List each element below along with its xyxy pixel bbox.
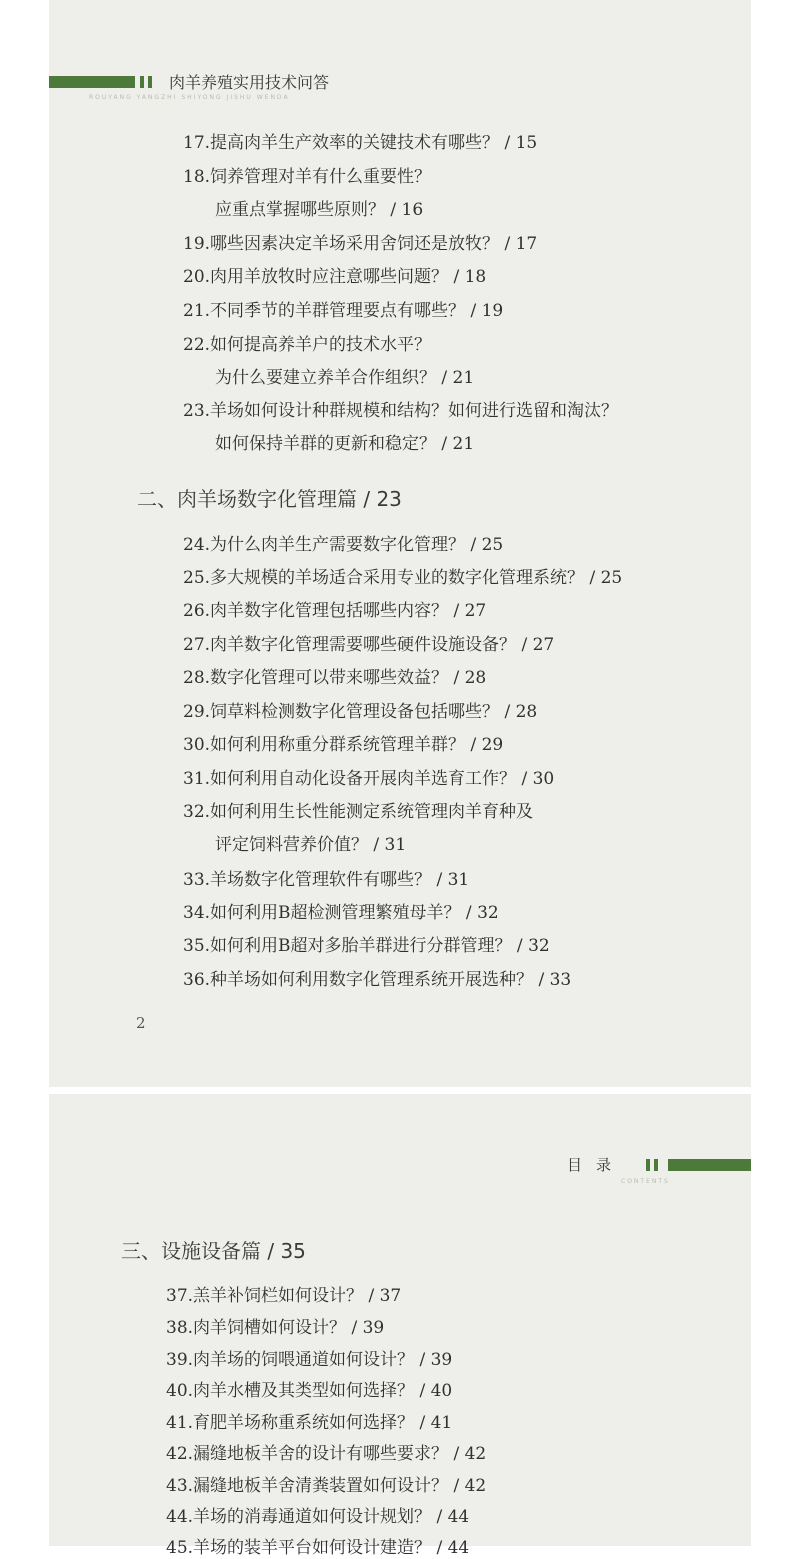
toc-entry[interactable]: 45.羊场的装羊平台如何设计建造？ / 44	[166, 1538, 470, 1558]
toc-entry[interactable]: 32.如何利用生长性能测定系统管理肉羊育种及 评定饲料营养价值？ / 31	[183, 802, 534, 855]
toc-entry[interactable]: 38.肉羊饲槽如何设计？ / 39	[166, 1318, 385, 1338]
toc-entry[interactable]: 19.哪些因素决定羊场采用舍饲还是放牧？ / 17	[183, 234, 538, 254]
toc-entry[interactable]: 41.育肥羊场称重系统如何选择？ / 41	[166, 1413, 453, 1433]
header-tick	[140, 76, 144, 88]
running-header-subtitle: CONTENTS	[621, 1178, 670, 1185]
toc-entry[interactable]: 39.肉羊场的饲喂通道如何设计？ / 39	[166, 1350, 453, 1370]
toc-entry[interactable]: 33.羊场数字化管理软件有哪些？ / 31	[183, 870, 470, 890]
toc-entry[interactable]: 20.肉用羊放牧时应注意哪些问题？ / 18	[183, 267, 487, 287]
section-heading[interactable]: 三、设施设备篇 / 35	[121, 1239, 306, 1263]
toc-entry[interactable]: 18.饲养管理对羊有什么重要性？ 应重点掌握哪些原则？ / 16	[183, 167, 432, 220]
book-page-right	[49, 1094, 751, 1558]
running-header-title: 肉羊养殖实用技术问答	[169, 73, 330, 92]
toc-entry[interactable]: 35.如何利用B超对多胎羊群进行分群管理？ / 32	[183, 936, 550, 956]
toc-entry[interactable]: 31.如何利用自动化设备开展肉羊选育工作？ / 30	[183, 769, 555, 789]
header-tick	[654, 1159, 658, 1171]
toc-entry[interactable]: 29.饲草料检测数字化管理设备包括哪些？ / 28	[183, 702, 538, 722]
toc-entry[interactable]: 34.如何利用B超检测管理繁殖母羊？ / 32	[183, 903, 499, 923]
header-bar	[668, 1159, 751, 1171]
toc-entry[interactable]: 23.羊场如何设计种群规模和结构？如何进行选留和淘汰？ 如何保持羊群的更新和稳定？ / 21	[183, 401, 619, 454]
toc-entry[interactable]: 36.种羊场如何利用数字化管理系统开展选种？ / 33	[183, 970, 572, 990]
running-header-subtitle: ROUYANG YANGZHI SHIYONG JISHU WENDA	[89, 94, 290, 101]
toc-entry[interactable]: 25.多大规模的羊场适合采用专业的数字化管理系统？ / 25	[183, 568, 623, 588]
header-bar	[49, 76, 135, 88]
toc-entry[interactable]: 28.数字化管理可以带来哪些效益？ / 28	[183, 668, 487, 688]
toc-entry[interactable]: 37.羔羊补饲栏如何设计？ / 37	[166, 1286, 402, 1306]
page-number: 2	[136, 1014, 146, 1032]
toc-entry[interactable]: 22.如何提高养羊户的技术水平？ 为什么要建立养羊合作组织？ / 21	[183, 335, 475, 388]
toc-entry[interactable]: 30.如何利用称重分群系统管理羊群？ / 29	[183, 735, 504, 755]
header-tick	[646, 1159, 650, 1171]
running-header-title: 目录	[567, 1156, 626, 1174]
toc-entry[interactable]: 42.漏缝地板羊舍的设计有哪些要求？ / 42	[166, 1444, 487, 1464]
book-page-left	[49, 0, 751, 1087]
header-tick	[148, 76, 152, 88]
toc-entry[interactable]: 43.漏缝地板羊舍清粪装置如何设计？ / 42	[166, 1476, 487, 1496]
toc-entry[interactable]: 24.为什么肉羊生产需要数字化管理？ / 25	[183, 535, 504, 555]
toc-entry[interactable]: 44.羊场的消毒通道如何设计规划？ / 44	[166, 1507, 470, 1527]
toc-entry[interactable]: 26.肉羊数字化管理包括哪些内容？ / 27	[183, 601, 487, 621]
toc-entry[interactable]: 27.肉羊数字化管理需要哪些硬件设施设备？ / 27	[183, 635, 555, 655]
toc-entry[interactable]: 21.不同季节的羊群管理要点有哪些？ / 19	[183, 301, 504, 321]
toc-entry[interactable]: 17.提高肉羊生产效率的关键技术有哪些？ / 15	[183, 133, 538, 153]
toc-entry[interactable]: 40.肉羊水槽及其类型如何选择？ / 40	[166, 1381, 453, 1401]
section-heading[interactable]: 二、肉羊场数字化管理篇 / 23	[137, 487, 402, 511]
